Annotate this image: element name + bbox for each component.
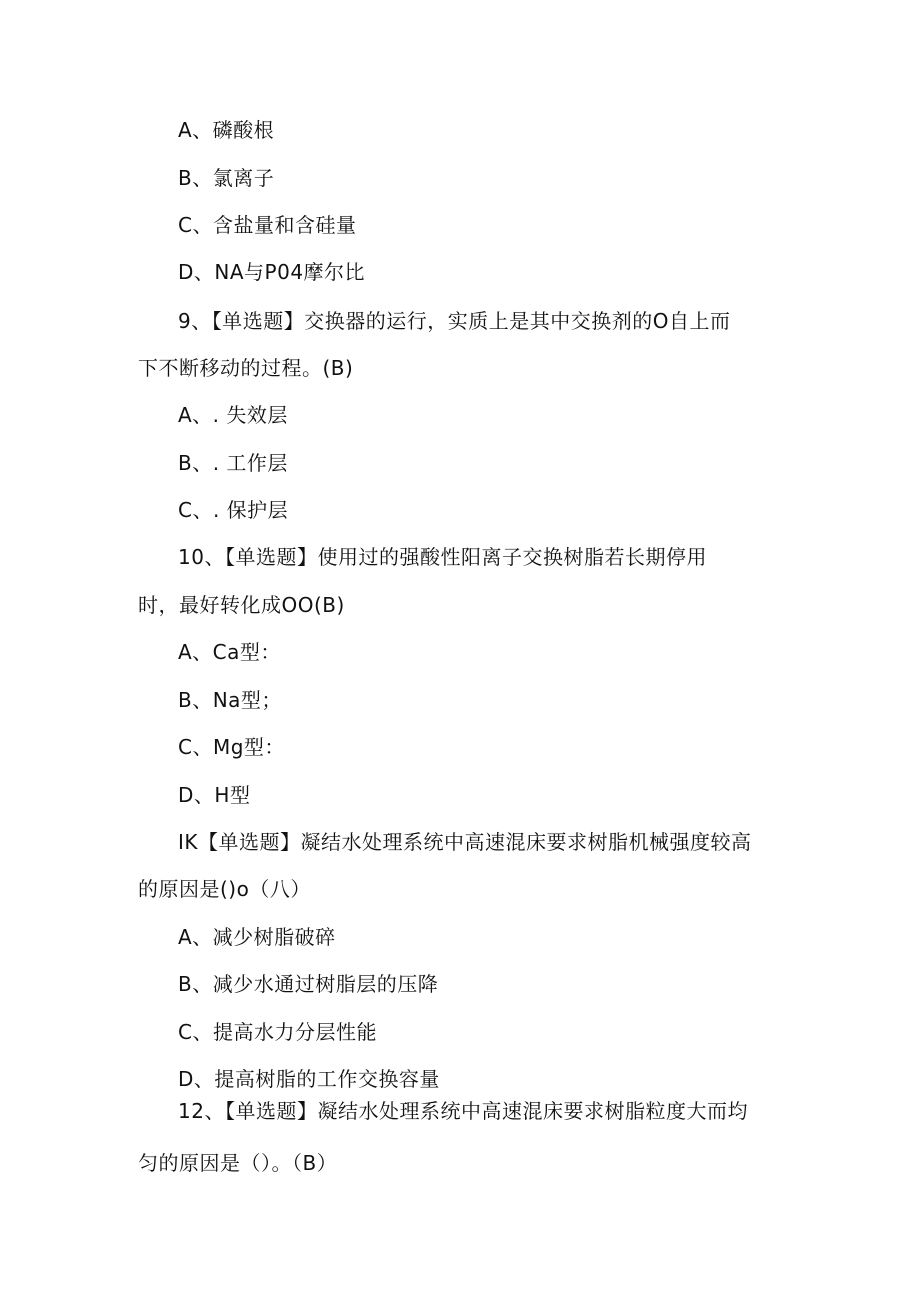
option-a: A、. 失效层 — [178, 403, 288, 427]
option-d: D、提高树脂的工作交换容量 — [178, 1067, 440, 1091]
option-a: A、Ca型： — [178, 640, 281, 664]
question-12-continued: 匀的原因是（）。（B） — [138, 1151, 338, 1175]
option-b: B、. 工作层 — [178, 451, 288, 475]
question-10: 10、【单选题】使用过的强酸性阳离子交换树脂若长期停用 — [178, 545, 707, 569]
question-9: 9、【单选题】交换器的运行，实质上是其中交换剂的O自上而 — [178, 309, 731, 333]
option-a: A、磷酸根 — [178, 118, 275, 142]
option-c: C、Mg型： — [178, 735, 285, 759]
option-d: D、H型 — [178, 783, 251, 807]
option-d: D、NA与P04摩尔比 — [178, 260, 366, 284]
option-c: C、含盐量和含硅量 — [178, 213, 357, 237]
option-a: A、减少树脂破碎 — [178, 925, 336, 949]
question-11-continued: 的原因是()o（八） — [138, 877, 311, 901]
question-12: 12、【单选题】凝结水处理系统中高速混床要求树脂粒度大而均 — [178, 1099, 748, 1123]
option-c: C、提高水力分层性能 — [178, 1020, 377, 1044]
option-b: B、减少水通过树脂层的压降 — [178, 972, 439, 996]
question-11: IK【单选题】凝结水处理系统中高速混床要求树脂机械强度较高 — [178, 830, 752, 854]
option-c: C、. 保护层 — [178, 498, 289, 522]
question-9-continued: 下不断移动的过程。(B) — [138, 356, 354, 380]
option-b: B、氯离子 — [178, 166, 275, 190]
option-b: B、Na型； — [178, 688, 282, 712]
question-10-continued: 时，最好转化成OO(B) — [138, 593, 345, 617]
